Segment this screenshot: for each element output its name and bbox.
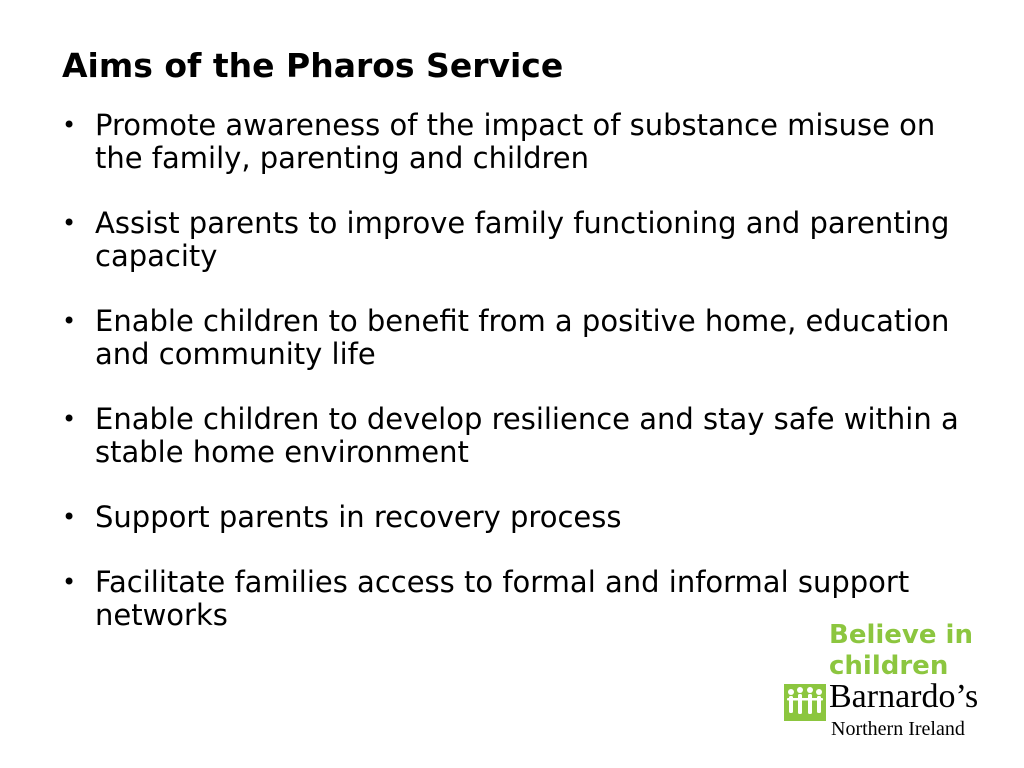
- logo-brand-name: Barnardo’s: [829, 678, 979, 715]
- bullet-text: Support parents in recovery process: [95, 500, 622, 534]
- list-item: [62, 207, 962, 273]
- bullet-icon: •: [62, 209, 77, 237]
- children-group-icon: [784, 684, 826, 721]
- list-item: [62, 109, 962, 175]
- bullet-text: Assist parents to improve family functioning and parenting capacity: [95, 206, 950, 273]
- logo-region: Northern Ireland: [831, 718, 965, 740]
- tagline-line-1: Believe in: [829, 620, 973, 650]
- aims-list: [62, 109, 962, 664]
- bullet-icon: •: [62, 503, 77, 531]
- bullet-text: Enable children to develop resilience and stay safe within a stable home environment: [95, 402, 959, 469]
- bullet-icon: •: [62, 111, 77, 139]
- list-item: [62, 501, 962, 534]
- tagline-line-2: children: [829, 651, 949, 681]
- bullet-text: Facilitate families access to formal and informal support networks: [95, 565, 910, 632]
- list-item: [62, 403, 962, 469]
- bullet-icon: •: [62, 568, 77, 596]
- bullet-text: Promote awareness of the impact of substance misuse on the family, parenting and children: [95, 108, 936, 175]
- list-item: [62, 305, 962, 371]
- bullet-icon: •: [62, 405, 77, 433]
- bullet-icon: •: [62, 307, 77, 335]
- logo-tagline: [829, 620, 973, 682]
- barnardos-logo: [784, 620, 1004, 750]
- slide-title: Aims of the Pharos Service: [62, 46, 564, 85]
- bullet-text: Enable children to benefit from a positive home, education and community life: [95, 304, 950, 371]
